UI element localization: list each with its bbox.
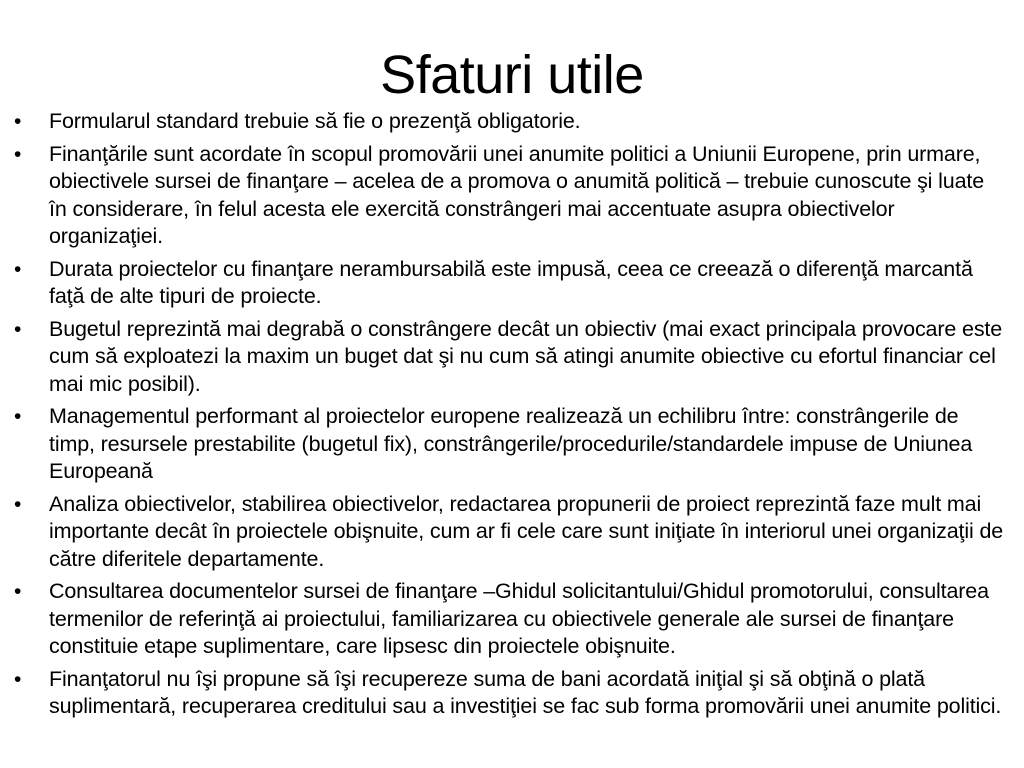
bullet-icon: • <box>14 667 22 691</box>
bullet-item <box>14 316 1004 399</box>
bullet-text: Finanţatorul nu îşi propune să îşi recupereze suma de bani acordată iniţial şi să obţină o plată suplimentară, recuperarea creditului sau a investiţiei se fac sub forma promovării unei anumite politici. <box>49 666 1002 718</box>
bullet-icon: • <box>14 405 22 428</box>
bullet-text: Managementul performant al proiectelor europene realizează un echilibru între: constrângerile de timp, resursele prestabilite (bugetul fix), constrângerile/procedurile/standardele impuse de Uniunea Europeană <box>49 404 973 483</box>
bullet-text: Finanţările sunt acordate în scopul promovării unei anumite politici a Uniunii Europene, prin urmare, obiectivele sursei de finanţare – acelea de a promova o anumită politică – trebuie cunoscute şi luate în considerare, în felul acesta ele exercită constrângeri mai accentuate asupra obiectivelor organizaţiei. <box>49 141 985 248</box>
bullet-icon: • <box>14 580 22 603</box>
bullet-icon: • <box>14 257 22 281</box>
bullet-icon: • <box>14 492 22 516</box>
bullet-icon: • <box>14 317 22 341</box>
bullet-item <box>14 666 1004 721</box>
bullet-item <box>14 403 1004 486</box>
slide-title: Sfaturi utile <box>380 45 644 105</box>
bullet-item <box>14 108 1004 136</box>
bullet-text: Consultarea documentelor sursei de finanţare –Ghidul solicitantului/Ghidul promotorului, consultarea termenilor de referinţă ai proiectului, familiarizarea cu obiectivele generale ale sursei de finanţare constituie etape suplimentare, care lipsesc din proiectele obişnuite. <box>49 579 989 658</box>
bullet-icon: • <box>14 142 22 166</box>
bullet-item <box>14 141 1004 251</box>
bullet-text: Durata proiectelor cu finanţare nerambursabilă este impusă, ceea ce creează o diferenţă marcantă faţă de alte tipuri de proiecte. <box>49 256 973 308</box>
bullet-item <box>14 578 1004 661</box>
bullet-text: Analiza obiectivelor, stabilirea obiectivelor, redactarea propunerii de proiect reprezintă faze mult mai importante decât în proiectele obişnuite, cum ar fi cele care sunt iniţiate în interiorul unei organizaţii de către diferitele departamente. <box>49 491 1004 571</box>
bullet-list <box>14 108 1004 726</box>
bullet-item <box>14 491 1004 574</box>
bullet-icon: • <box>14 110 22 133</box>
bullet-text: Formularul standard trebuie să fie o prezenţă obligatorie. <box>49 109 581 133</box>
bullet-text: Bugetul reprezintă mai degrabă o constrângere decât un obiectiv (mai exact principala provocare este cum să exploatezi la maxim un buget dat şi nu cum să atingi anumite obiective cu efortul financiar cel mai mic posibil). <box>49 316 1003 396</box>
bullet-item <box>14 256 1004 311</box>
